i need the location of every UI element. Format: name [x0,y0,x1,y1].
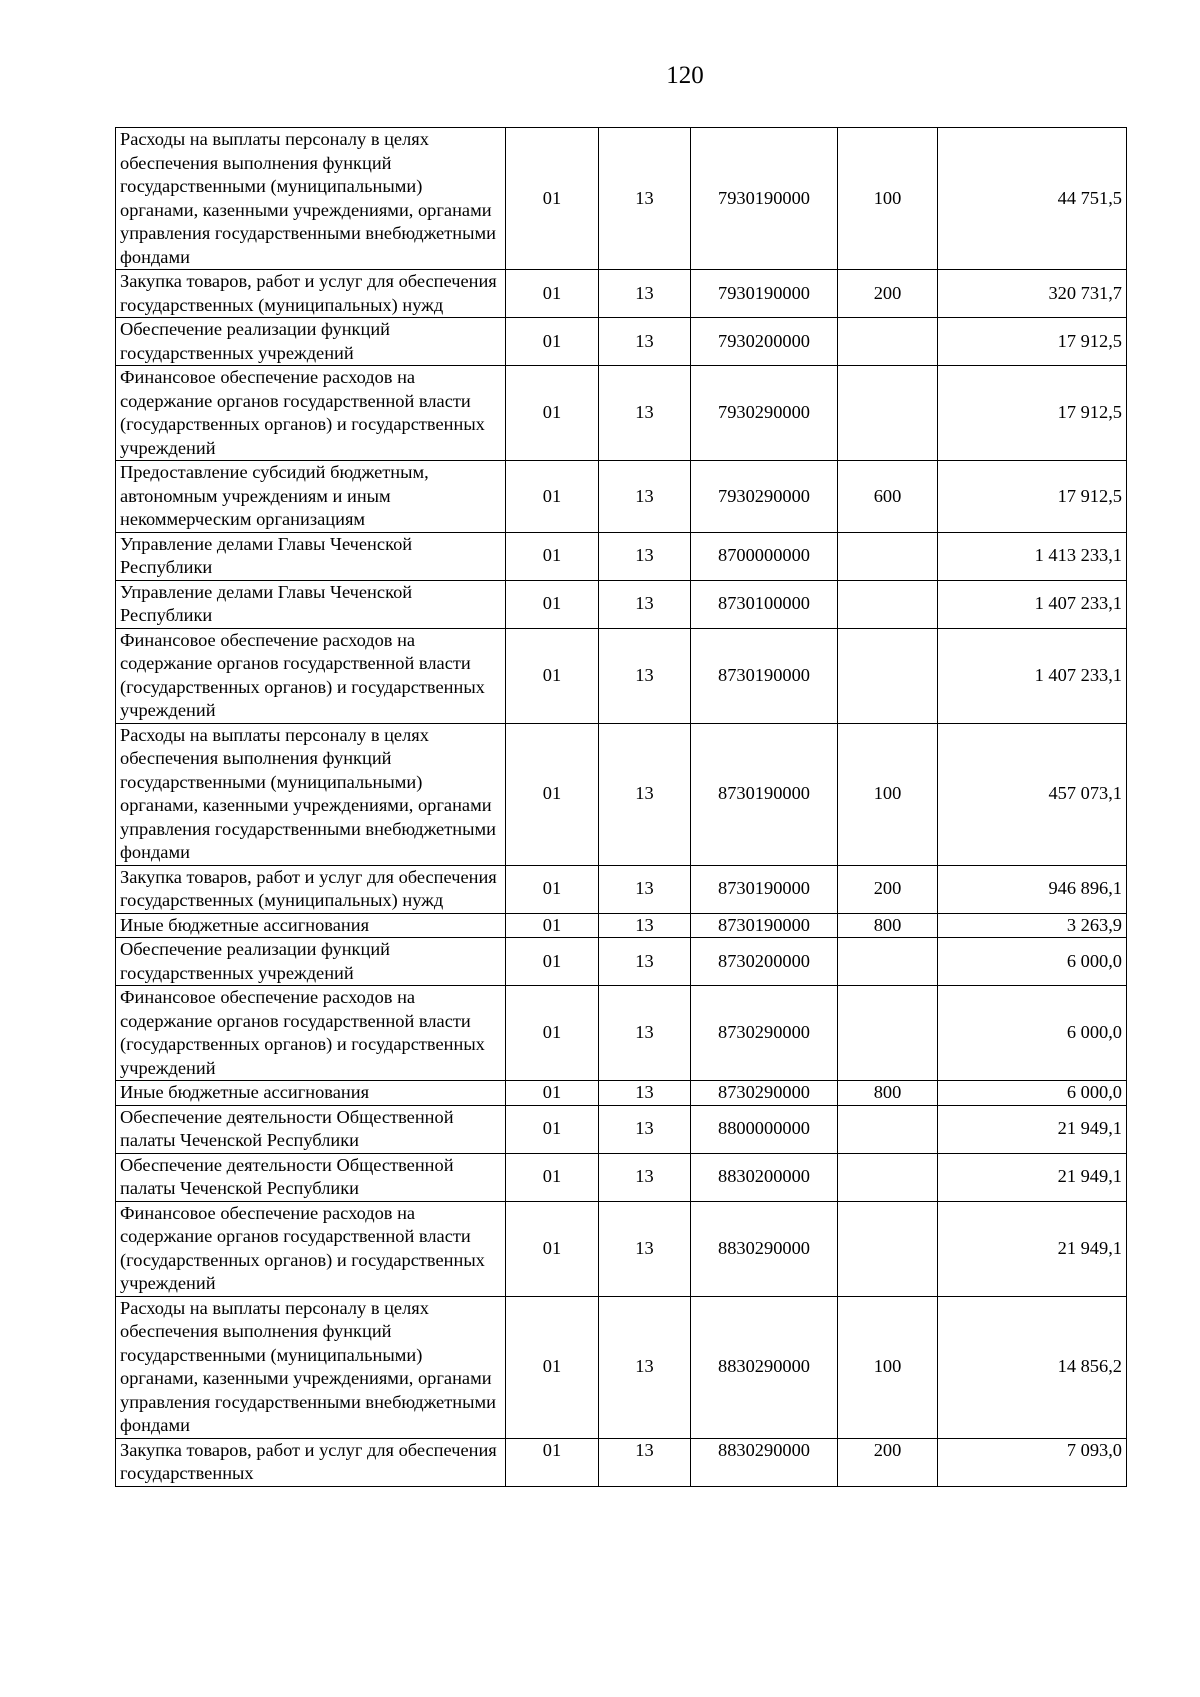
table-row [116,270,1127,318]
row-target-article-cell: 7930190000 [691,128,838,270]
row-name-cell: Закупка товаров, работ и услуг для обеспечения государственных (муниципальных) нужд [116,865,506,913]
row-section-cell: 01 [506,1296,599,1438]
row-section-cell: 01 [506,1105,599,1153]
row-amount-cell: 1 413 233,1 [938,532,1127,580]
row-section-cell: 01 [506,318,599,366]
row-section-cell: 01 [506,532,599,580]
row-name-cell: Предоставление субсидий бюджетным, автономным учреждениям и иным некоммерческим организациям [116,461,506,533]
table-row [116,461,1127,533]
table-row [116,1153,1127,1201]
row-name-cell: Обеспечение деятельности Общественной палаты Чеченской Республики [116,1105,506,1153]
table-row [116,128,1127,270]
row-target-article-cell: 7930290000 [691,461,838,533]
row-expense-type-cell: 200 [838,1438,938,1486]
row-name-cell: Обеспечение деятельности Общественной палаты Чеченской Республики [116,1153,506,1201]
row-expense-type-cell: 200 [838,865,938,913]
table-row [116,580,1127,628]
table-row [116,1438,1127,1486]
row-amount-cell: 17 912,5 [938,461,1127,533]
row-name-cell: Закупка товаров, работ и услуг для обеспечения государственных [116,1438,506,1486]
row-expense-type-cell: 800 [838,1081,938,1106]
row-subsection-cell: 13 [599,1296,691,1438]
table-row [116,938,1127,986]
table-row [116,1105,1127,1153]
row-section-cell: 01 [506,865,599,913]
row-name-cell: Финансовое обеспечение расходов на содержание органов государственной власти (государственных органов) и государственных учреждений [116,986,506,1081]
table-row [116,532,1127,580]
row-section-cell: 01 [506,723,599,865]
row-expense-type-cell [838,1201,938,1296]
row-subsection-cell: 13 [599,938,691,986]
row-subsection-cell: 13 [599,1153,691,1201]
row-section-cell: 01 [506,270,599,318]
row-target-article-cell: 8730290000 [691,986,838,1081]
row-amount-cell: 320 731,7 [938,270,1127,318]
row-amount-cell: 17 912,5 [938,318,1127,366]
row-expense-type-cell: 600 [838,461,938,533]
row-subsection-cell: 13 [599,318,691,366]
row-section-cell: 01 [506,128,599,270]
row-amount-cell: 14 856,2 [938,1296,1127,1438]
table-row [116,1081,1127,1106]
budget-table [115,127,1127,1487]
row-name-cell: Расходы на выплаты персоналу в целях обеспечения выполнения функций государственными (муниципальными) органами, казенными учреждениями, органами управления государственными внебюджетными фондами [116,128,506,270]
row-expense-type-cell [838,1105,938,1153]
table-row [116,986,1127,1081]
row-subsection-cell: 13 [599,128,691,270]
row-expense-type-cell [838,1153,938,1201]
table-row [116,913,1127,938]
row-name-cell: Расходы на выплаты персоналу в целях обеспечения выполнения функций государственными (муниципальными) органами, казенными учреждениями, органами управления государственными внебюджетными фондами [116,723,506,865]
row-subsection-cell: 13 [599,461,691,533]
row-name-cell: Управление делами Главы Чеченской Республики [116,580,506,628]
row-expense-type-cell [838,986,938,1081]
row-section-cell: 01 [506,1201,599,1296]
row-name-cell: Иные бюджетные ассигнования [116,1081,506,1106]
row-section-cell: 01 [506,461,599,533]
row-amount-cell: 44 751,5 [938,128,1127,270]
row-subsection-cell: 13 [599,366,691,461]
row-subsection-cell: 13 [599,1081,691,1106]
row-target-article-cell: 8800000000 [691,1105,838,1153]
row-amount-cell: 7 093,0 [938,1438,1127,1486]
row-name-cell: Управление делами Главы Чеченской Республики [116,532,506,580]
row-subsection-cell: 13 [599,865,691,913]
row-amount-cell: 457 073,1 [938,723,1127,865]
row-subsection-cell: 13 [599,723,691,865]
row-amount-cell: 1 407 233,1 [938,580,1127,628]
row-target-article-cell: 8730290000 [691,1081,838,1106]
row-expense-type-cell [838,318,938,366]
row-target-article-cell: 8730200000 [691,938,838,986]
row-expense-type-cell: 100 [838,723,938,865]
row-target-article-cell: 8830200000 [691,1153,838,1201]
row-amount-cell: 3 263,9 [938,913,1127,938]
table-row [116,1296,1127,1438]
row-section-cell: 01 [506,1153,599,1201]
row-target-article-cell: 8830290000 [691,1201,838,1296]
row-amount-cell: 21 949,1 [938,1105,1127,1153]
row-target-article-cell: 8700000000 [691,532,838,580]
row-amount-cell: 6 000,0 [938,938,1127,986]
row-target-article-cell: 8830290000 [691,1438,838,1486]
row-expense-type-cell [838,938,938,986]
row-expense-type-cell [838,532,938,580]
table-row [116,628,1127,723]
row-section-cell: 01 [506,366,599,461]
row-name-cell: Финансовое обеспечение расходов на содержание органов государственной власти (государственных органов) и государственных учреждений [116,1201,506,1296]
row-amount-cell: 6 000,0 [938,1081,1127,1106]
row-section-cell: 01 [506,580,599,628]
row-subsection-cell: 13 [599,1438,691,1486]
row-target-article-cell: 8730100000 [691,580,838,628]
row-target-article-cell: 7930190000 [691,270,838,318]
table-row [116,1201,1127,1296]
row-subsection-cell: 13 [599,628,691,723]
row-amount-cell: 21 949,1 [938,1201,1127,1296]
row-section-cell: 01 [506,938,599,986]
row-target-article-cell: 8730190000 [691,628,838,723]
row-amount-cell: 6 000,0 [938,986,1127,1081]
row-amount-cell: 21 949,1 [938,1153,1127,1201]
table-row [116,366,1127,461]
row-target-article-cell: 7930200000 [691,318,838,366]
row-subsection-cell: 13 [599,580,691,628]
row-expense-type-cell [838,580,938,628]
row-subsection-cell: 13 [599,1201,691,1296]
row-name-cell: Обеспечение реализации функций государственных учреждений [116,938,506,986]
row-name-cell: Финансовое обеспечение расходов на содержание органов государственной власти (государственных органов) и государственных учреждений [116,366,506,461]
row-expense-type-cell [838,628,938,723]
row-amount-cell: 1 407 233,1 [938,628,1127,723]
table-row [116,865,1127,913]
row-expense-type-cell: 100 [838,1296,938,1438]
row-expense-type-cell [838,366,938,461]
row-target-article-cell: 8830290000 [691,1296,838,1438]
row-section-cell: 01 [506,1438,599,1486]
row-expense-type-cell: 200 [838,270,938,318]
row-name-cell: Иные бюджетные ассигнования [116,913,506,938]
row-target-article-cell: 8730190000 [691,723,838,865]
row-expense-type-cell: 800 [838,913,938,938]
table-row [116,318,1127,366]
budget-table-body [116,128,1127,1487]
table-row [116,723,1127,865]
row-section-cell: 01 [506,986,599,1081]
row-subsection-cell: 13 [599,270,691,318]
row-section-cell: 01 [506,628,599,723]
row-amount-cell: 946 896,1 [938,865,1127,913]
row-name-cell: Закупка товаров, работ и услуг для обеспечения государственных (муниципальных) нужд [116,270,506,318]
row-name-cell: Обеспечение реализации функций государственных учреждений [116,318,506,366]
row-target-article-cell: 8730190000 [691,865,838,913]
page-number: 120 [666,62,704,89]
row-section-cell: 01 [506,1081,599,1106]
row-section-cell: 01 [506,913,599,938]
row-subsection-cell: 13 [599,986,691,1081]
row-subsection-cell: 13 [599,532,691,580]
row-amount-cell: 17 912,5 [938,366,1127,461]
row-subsection-cell: 13 [599,1105,691,1153]
row-expense-type-cell: 100 [838,128,938,270]
row-name-cell: Финансовое обеспечение расходов на содержание органов государственной власти (государственных органов) и государственных учреждений [116,628,506,723]
row-target-article-cell: 8730190000 [691,913,838,938]
row-subsection-cell: 13 [599,913,691,938]
row-name-cell: Расходы на выплаты персоналу в целях обеспечения выполнения функций государственными (муниципальными) органами, казенными учреждениями, органами управления государственными внебюджетными фондами [116,1296,506,1438]
row-target-article-cell: 7930290000 [691,366,838,461]
